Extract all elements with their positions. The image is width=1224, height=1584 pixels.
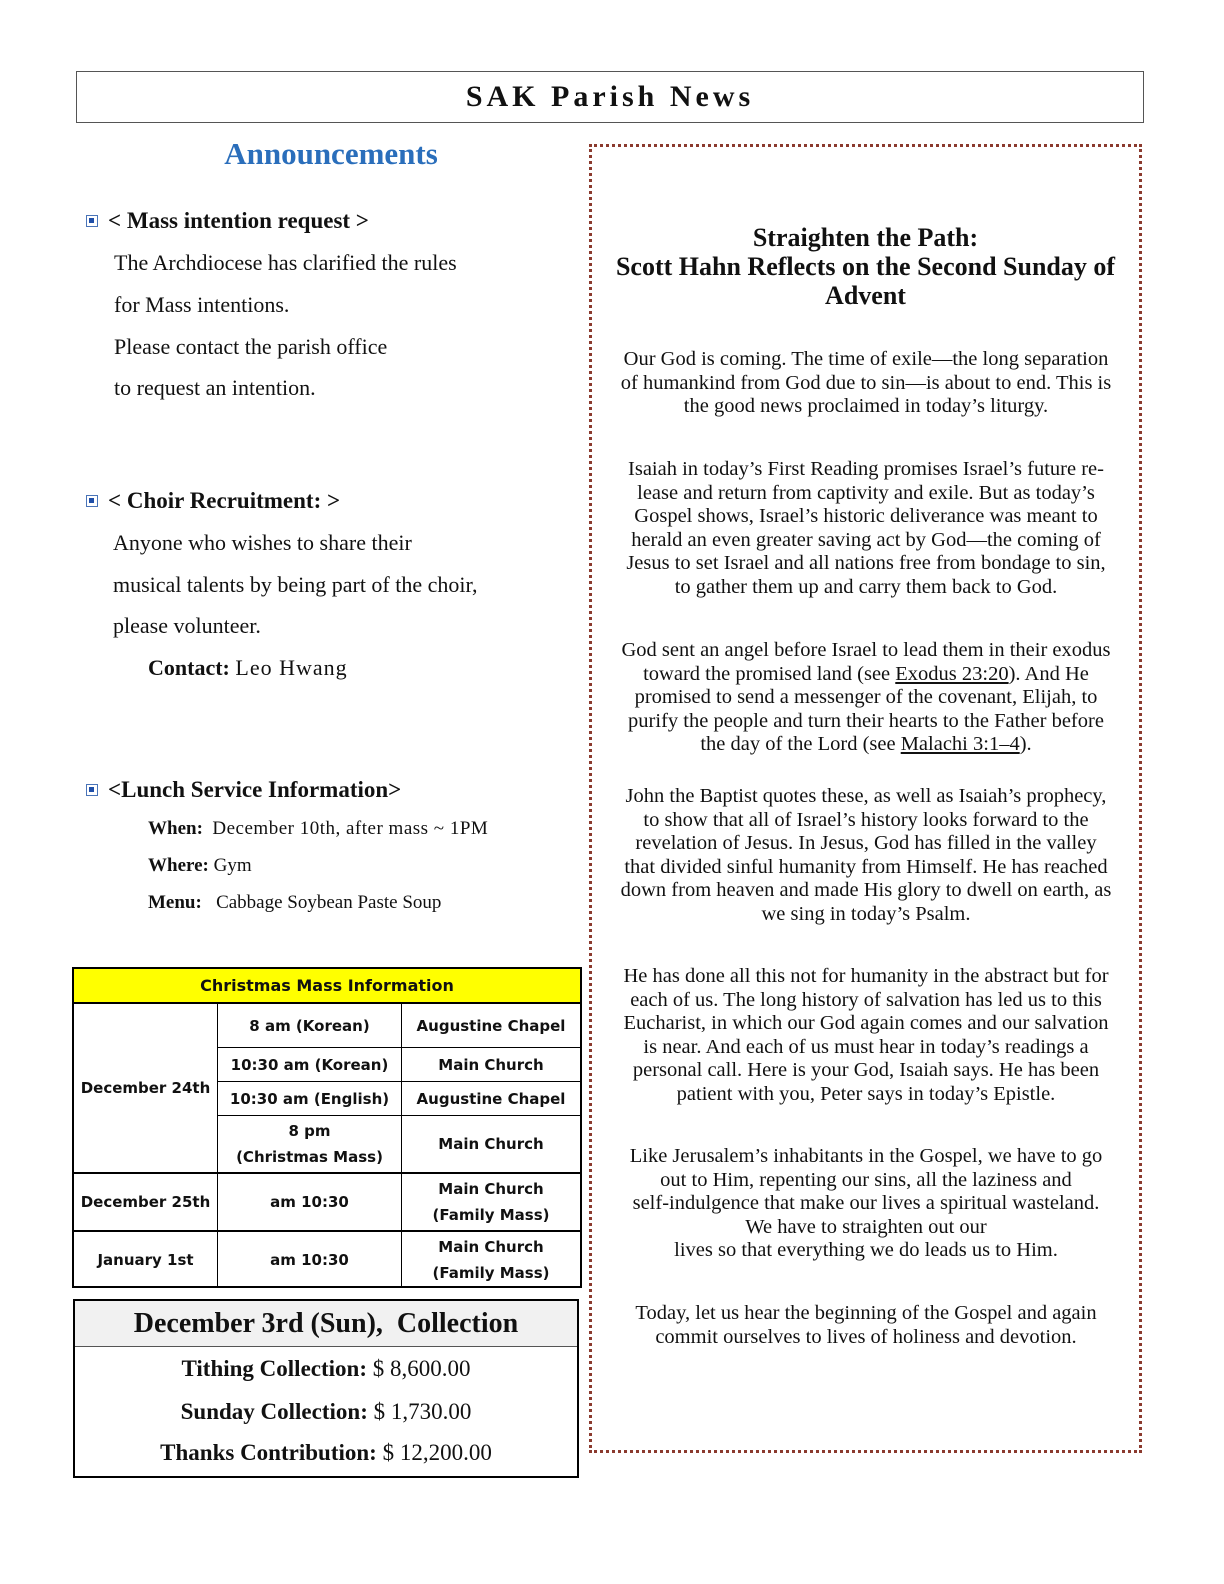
- time-cell: 8 am (Korean): [249, 1016, 370, 1035]
- table-title: Christmas Mass Information: [74, 969, 580, 1004]
- place-cell: Main Church: [438, 1055, 544, 1074]
- choir-line: Anyone who wishes to share their: [113, 530, 412, 555]
- malachi-link[interactable]: Malachi 3:1–4: [900, 733, 1020, 756]
- mass-intention-line: to request an intention.: [114, 375, 316, 400]
- exodus-link[interactable]: Exodus 23:20: [895, 662, 1009, 685]
- announcements-title: Announcements: [224, 136, 438, 171]
- lunch-when: When: December 10th, after mass ~ 1PM: [148, 818, 489, 839]
- square-bullet-icon: [86, 215, 98, 227]
- collection-title: December 3rd (Sun), Collection: [75, 1301, 577, 1347]
- mass-intention-line: The Archdiocese has clarified the rules: [114, 250, 457, 275]
- lunch-menu: Menu: Cabbage Soybean Paste Soup: [148, 892, 442, 913]
- collection-box: [73, 1299, 579, 1478]
- lunch-heading: <Lunch Service Information>: [86, 777, 401, 803]
- square-bullet-icon: [86, 784, 98, 796]
- choir-line: musical talents by being part of the choir,: [113, 572, 478, 597]
- article-paragraph: Isaiah in today’s First Reading promises Israel’s future re- lease and return from captivity and exile. But as today’s Gospel shows, Israel’s historic deliverance was meant to herald an even greater saving act by God—the coming of Jesus to set Israel and all nations free from bondage to sin, to gather them up and carry them back to God.: [626, 458, 1106, 598]
- collection-row: Sunday Collection: $ 1,730.00: [180, 1399, 472, 1424]
- time-cell: am 10:30: [270, 1251, 349, 1269]
- choir-heading: < Choir Recruitment: >: [86, 488, 340, 514]
- collection-row: Thanks Contribution: $ 12,200.00: [160, 1440, 492, 1465]
- place-cell: Augustine Chapel: [416, 1016, 566, 1035]
- article-paragraph: Our God is coming. The time of exile—the long separation of humankind from God due to sin—is about to end. This is the good news proclaimed in today’s liturgy.: [620, 348, 1112, 418]
- article-paragraph: John the Baptist quotes these, as well as Isaiah’s prophecy, to show that all of Israel’s history looks forward to the revelation of Jesus. In Jesus, God has filled in the valley that divided sinful humanity from Himself. He has reached down from heaven and made His glory to dwell on earth, as we sing in today’s Psalm.: [620, 785, 1112, 925]
- place-cell: Main Church: [438, 1135, 544, 1153]
- place-cell: Main Church (Family Mass): [432, 1238, 550, 1282]
- square-bullet-icon: [86, 495, 98, 507]
- place-cell: Main Church (Family Mass): [432, 1180, 550, 1224]
- place-cell: Augustine Chapel: [416, 1089, 566, 1108]
- lunch-where: Where: Gym: [148, 855, 252, 876]
- mass-intention-line: Please contact the parish office: [114, 334, 388, 359]
- article-paragraph: God sent an angel before Israel to lead them in their exodus toward the promised land (see Exodus 23:20). And He promised to send a messenger of the covenant, Elijah, to purify the people and turn their hearts to the Father before the day of the Lord (see Malachi 3:1–4).: [621, 639, 1111, 756]
- time-cell: am 10:30: [270, 1193, 349, 1211]
- article-paragraph: Like Jerusalem’s inhabitants in the Gospel, we have to go out to Him, repenting our sins, all the laziness and self-indulgence that make our lives a spiritual wasteland. We have to straighten out our lives so that everything we do leads us to Him.: [629, 1145, 1103, 1262]
- collection-row: Tithing Collection: $ 8,600.00: [181, 1356, 471, 1381]
- choir-contact: Contact: Leo Hwang: [148, 655, 348, 680]
- newsletter-title: SAK Parish News: [465, 80, 755, 113]
- article-paragraph: He has done all this not for humanity in the abstract but for each of us. The long history of salvation has led us to this Eucharist, in which our God again comes and our salvation is near. And each of us must hear in today’s readings a personal call. Here is your God, Isaiah says. He has been patient with you, Peter says in today’s Epistle.: [623, 965, 1109, 1105]
- christmas-mass-table: [72, 967, 582, 1288]
- date-cell: December 24th: [80, 1079, 211, 1097]
- time-cell: 8 pm (Christmas Mass): [236, 1122, 383, 1166]
- choir-line: please volunteer.: [113, 613, 261, 638]
- time-cell: 10:30 am (Korean): [230, 1055, 389, 1074]
- mass-intention-line: for Mass intentions.: [114, 292, 290, 317]
- date-cell: January 1st: [97, 1251, 194, 1269]
- masthead: [76, 71, 1144, 123]
- mass-intention-heading: < Mass intention request >: [86, 208, 369, 234]
- article-paragraph: Today, let us hear the beginning of the Gospel and again commit ourselves to lives of holiness and devotion.: [635, 1302, 1097, 1348]
- time-cell: 10:30 am (English): [229, 1089, 390, 1108]
- article-title: Straighten the Path: Scott Hahn Reflects on the Second Sunday of Advent: [615, 223, 1116, 310]
- article-box: [589, 144, 1142, 1453]
- date-cell: December 25th: [80, 1193, 211, 1211]
